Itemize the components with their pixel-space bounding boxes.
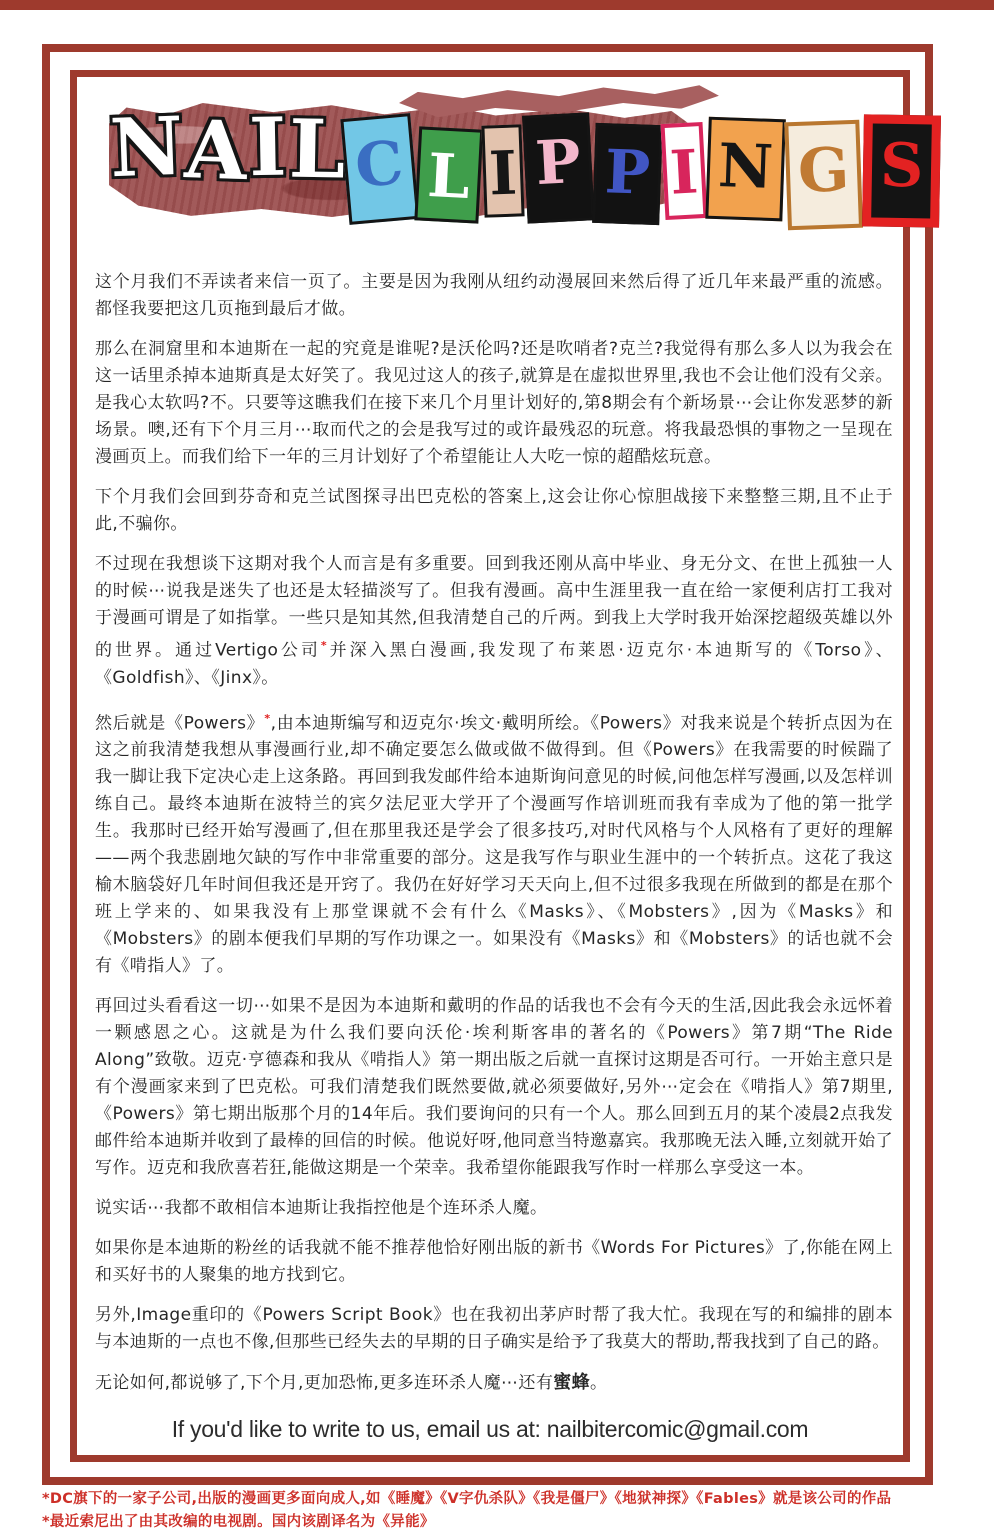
paragraph-3: [95, 484, 893, 538]
paragraph-6: [95, 993, 893, 1182]
logo-letter-p-8: P: [522, 112, 595, 223]
emphasis-text: 蜜蜂: [553, 1372, 591, 1394]
body-text: 另外,Image重印的《Powers Script Book》也在我初出茅庐时帮了我大忙。我现在写的和编排的剧本与本迪斯的一点也不像,但那些已经失去的早期的日子确实是给予了我莫大的帮助,帮我找到了自己的路。: [95, 1305, 893, 1353]
body-text: 并深入黑白漫画,我发现了布莱恩·迈克尔·本迪斯写的《Torso》、《Goldfish》、《Jinx》。: [95, 640, 893, 688]
body-text: 这个月我们不弄读者来信一页了。主要是因为我刚从纽约动漫展回来然后得了近几年来最严重的流感。都怪我要把这几页拖到最后才做。: [95, 272, 893, 319]
inner-frame: [70, 70, 925, 1462]
logo-letter-c-5: C: [340, 113, 419, 225]
contact-email-address: nailbitercomic@gmail.com: [546, 1416, 809, 1442]
logo-letter-n-1: N: [108, 98, 181, 196]
contact-email-prompt: If you'd like to write to us, email us at:: [171, 1416, 541, 1442]
paragraph-10: [95, 1369, 893, 1397]
contact-email-line: [77, 1416, 903, 1443]
logo-letters: [107, 85, 942, 227]
top-accent-bar: [0, 0, 994, 10]
body-text: 下个月我们会回到芬奇和克兰试图探寻出巴克松的答案上,这会让你心惊胆战接下来整整三期,且不止于此,不骗你。: [95, 487, 893, 534]
body-text: 然后就是《Powers》: [95, 713, 265, 734]
body-text: 那么在洞窟里和本迪斯在一起的究竟是谁呢?是沃伦吗?还是吹哨者?克兰?我觉得有那么多人以为我会在这一话里杀掉本迪斯真是太好笑了。我见过这人的孩子,就算是在虚拟世界里,我也不会让他们没有父亲。是我心太软吗?不。只要等这瞧我们在接下来几个月里计划好的,第8期会有个新场景⋯会让你发恶梦的新场景。噢,还有下个月三月⋯取而代之的会是我写过的或许最残忍的玩意。将我最恐惧的事物之一呈现在漫画页上。而我们给下一年的三月计划好了个希望能让人大吃一惊的超酷炫玩意。: [95, 339, 893, 467]
logo-letter-l-6: L: [414, 126, 483, 223]
paragraph-1: [95, 269, 893, 323]
paragraph-4: [95, 551, 893, 692]
body-text: 再回过头看看这一切⋯如果不是因为本迪斯和戴明的作品的话我也不会有今天的生活,因此我会永远怀着一颗感恩之心。这就是为什么我们要向沃伦·埃利斯客串的著名的《Powers》第7期“The Ride Along”致敬。迈克·亨德森和我从《啃指人》第一期出版之后就一直探讨这期是否可行。一开始主意只是有个漫画家来到了巴克松。可我们清楚我们既然要做,就必须要做好,另外⋯定会在《啃指人》第7期里,《Powers》第七期出版那个月的14年后。我们要询问的只有一个人。那么回到五月的某个凌晨2点我发邮件给本迪斯并收到了最棒的回信的时候。他说好呀,他同意当特邀嘉宾。我那晚无法入睡,立刻就开始了写作。迈克和我欣喜若狂,能做这期是一个荣幸。我希望你能跟我写作时一样那么享受这一本。: [95, 996, 893, 1179]
footnotes: [42, 1488, 962, 1528]
logo-letter-l-4: L: [287, 101, 342, 197]
letter-body: [95, 269, 893, 1397]
logo-letter-i-7: I: [481, 124, 524, 217]
paragraph-5: [95, 705, 893, 981]
logo-letter-n-11: N: [706, 116, 786, 221]
logo-letter-p-9: P: [592, 122, 663, 224]
logo-letter-i-3: I: [248, 99, 284, 195]
body-text: 无论如何,都说够了,下个月,更加恐怖,更多连环杀人魔⋯还有: [95, 1373, 554, 1394]
body-text: ,由本迪斯编写和迈克尔·埃文·戴明所绘。《Powers》对我来说是个转折点因为在这之前我清楚我想从事漫画行业,却不确定要怎么做或做不做得到。但《Powers》在我需要的时候踹了我一脚让我下定决心走上这条路。再回到我发邮件给本迪斯询问意见的时候,问他怎样写漫画,以及怎样训练自己。最终本迪斯在波特兰的宾夕法尼亚大学开了个漫画写作培训班而我有幸成为了他的第一批学生。我那时已经开始写漫画了,但在那里我还是学会了很多技巧,对时代风格与个人风格有了更好的理解——两个我悲剧地欠缺的写作中非常重要的部分。这是我写作与职业生涯中的一个转折点。这花了我这榆木脑袋好几年时间但我还是开窍了。我仍在好好学习天天向上,但不过很多我现在所做到的都是在那个班上学来的、如果我没有上那堂课就不会有什么《Masks》、《Mobsters》,因为《Masks》和《Mobsters》的剧本便我们早期的写作功课之一。如果没有《Masks》和《Mobsters》的话也就不会有《啃指人》了。: [95, 713, 893, 977]
logo-letter-a-2: A: [183, 102, 245, 198]
body-text: 。: [590, 1373, 608, 1394]
body-text: 如果你是本迪斯的粉丝的话我就不能不推荐他恰好刚出版的新书《Words For Pictures》了,你能在网上和买好书的人聚集的地方找到它。: [95, 1238, 893, 1286]
logo-letter-i-10: I: [661, 121, 708, 219]
footnote-1: *DC旗下的一家子公司,出版的漫画更多面向成人,如《睡魔》《V字仇杀队》《我是僵尸》《地狱神探》《Fables》就是该公司的作品: [42, 1491, 892, 1507]
paragraph-8: [95, 1235, 893, 1289]
body-text: 说实话⋯我都不敢相信本迪斯让我指控他是个连环杀人魔。: [95, 1198, 548, 1219]
paragraph-2: [95, 336, 893, 471]
logo-letter-g-12: G: [784, 119, 863, 230]
body-text: 不过现在我想谈下这期对我个人而言是有多重要。回到我还刚从高中毕业、身无分文、在世上孤独一人的时候⋯说我是迷失了也还是太轻描淡写了。但我有漫画。高中生涯里我一直在给一家便利店打工我对于漫画可谓是了如指掌。一些只是知其然,但我清楚自己的斤两。到我上大学时我开始深挖超级英雄以外的世界。通过Vertigo公司: [95, 554, 893, 661]
paragraph-9: [95, 1302, 893, 1356]
paragraph-7: [95, 1195, 893, 1222]
footnote-asterisk: *: [264, 711, 271, 725]
logo-letter-s-13: S: [862, 114, 941, 227]
footnote-2: *最近索尼出了由其改编的电视剧。国内该剧译名为《异能》: [42, 1514, 435, 1528]
nailclippings-logo: [107, 85, 925, 243]
footnote-asterisk: *: [320, 639, 328, 652]
